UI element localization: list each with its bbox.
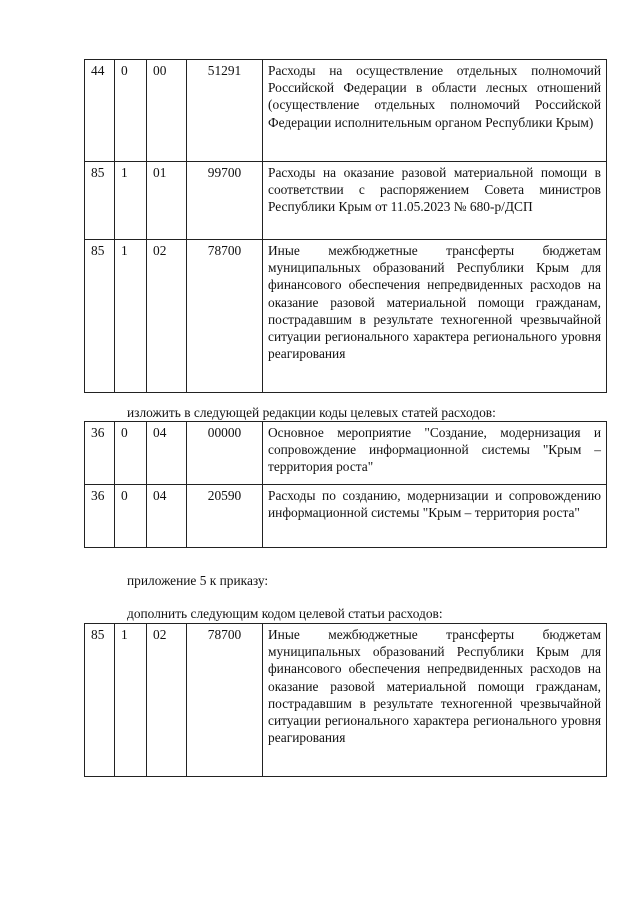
target-codes-table-1: [84, 59, 607, 393]
program-code: 85: [85, 162, 115, 240]
expense-description: Иные межбюджетные трансферты бюджетам муниципальных образований Республики Крым для финансового обеспечения непредвиденных расходов на оказание разовой материальной помощи гражданам, пострадавшим в результате техногенной чрезвычайной ситуации регионального характера регионального уровня реагирования: [263, 240, 607, 393]
subprogram-code: 0: [115, 485, 147, 548]
event-code: 02: [147, 624, 187, 777]
event-code: 02: [147, 240, 187, 393]
subprogram-code: 0: [115, 60, 147, 162]
direction-code: 51291: [187, 60, 263, 162]
program-code: 44: [85, 60, 115, 162]
expense-description: Расходы по созданию, модернизации и сопровождению информационной системы "Крым – территория роста": [263, 485, 607, 548]
expense-description: Иные межбюджетные трансферты бюджетам муниципальных образований Республики Крым для финансового обеспечения непредвиденных расходов на оказание разовой материальной помощи гражданам, пострадавшим в результате техногенной чрезвычайной ситуации регионального характера регионального уровня реагирования: [263, 624, 607, 777]
table-row: [85, 240, 607, 393]
direction-code: 78700: [187, 240, 263, 393]
event-code: 04: [147, 422, 187, 485]
program-code: 85: [85, 624, 115, 777]
event-code: 00: [147, 60, 187, 162]
table-row: [85, 485, 607, 548]
expense-description: Основное мероприятие "Создание, модернизация и сопровождение информационной системы "Крым – территория роста": [263, 422, 607, 485]
event-code: 04: [147, 485, 187, 548]
program-code: 85: [85, 240, 115, 393]
program-code: 36: [85, 485, 115, 548]
direction-code: 78700: [187, 624, 263, 777]
table-row: [85, 624, 607, 777]
table-row: [85, 162, 607, 240]
table-row: [85, 422, 607, 485]
expense-description: Расходы на оказание разовой материальной помощи в соответствии с распоряжением Совета министров Республики Крым от 11.05.2023 № 680-р/ДСП: [263, 162, 607, 240]
table-row: [85, 60, 607, 162]
direction-code: 99700: [187, 162, 263, 240]
appendix-heading: приложение 5 к приказу:: [127, 573, 269, 588]
subprogram-code: 1: [115, 624, 147, 777]
subprogram-code: 1: [115, 240, 147, 393]
target-codes-table-3: [84, 623, 607, 777]
event-code: 01: [147, 162, 187, 240]
subprogram-code: 1: [115, 162, 147, 240]
program-code: 36: [85, 422, 115, 485]
target-codes-table-2: [84, 421, 607, 548]
expense-description: Расходы на осуществление отдельных полномочий Российской Федерации в области лесных отношений (осуществление отдельных полномочий Российской Федерации исполнительным органом Республики Крым): [263, 60, 607, 162]
instruction-paragraph: изложить в следующей редакции коды целевых статей расходов:: [127, 405, 496, 420]
direction-code: 20590: [187, 485, 263, 548]
direction-code: 00000: [187, 422, 263, 485]
subprogram-code: 0: [115, 422, 147, 485]
instruction-paragraph: дополнить следующим кодом целевой статьи расходов:: [127, 606, 443, 621]
